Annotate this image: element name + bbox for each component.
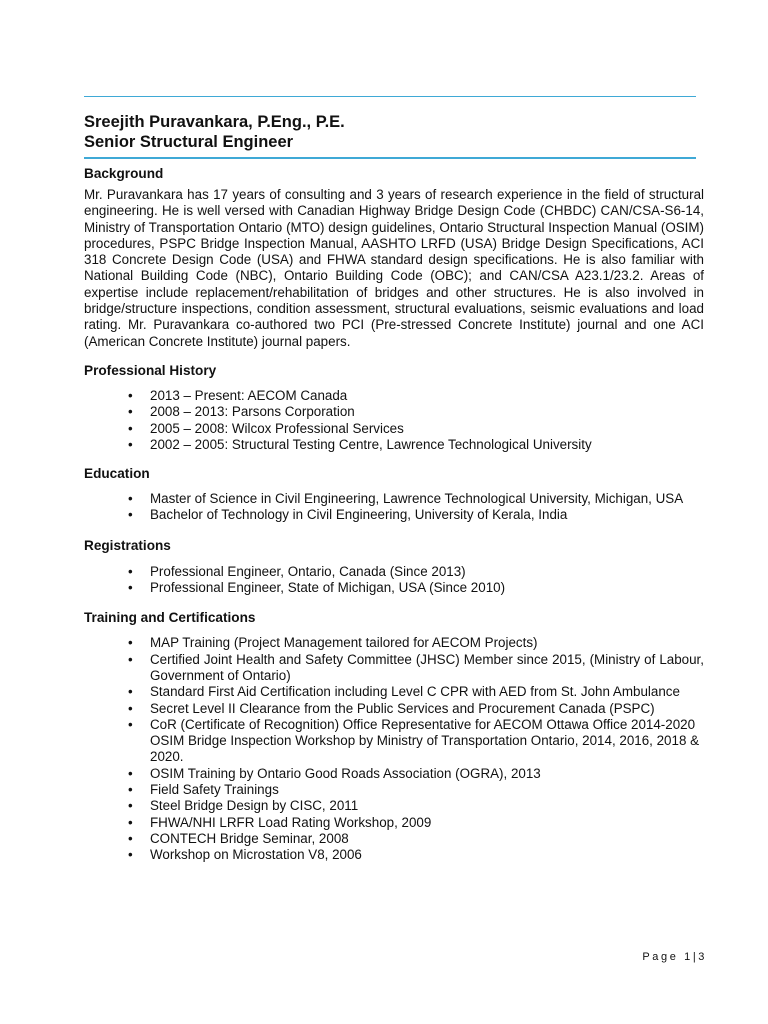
list-item: • Certified Joint Health and Safety Committee (JHSC) Member since 2015, (Ministry of Labour, Government of Ontario) [84, 652, 704, 685]
training-list [84, 635, 704, 863]
background-paragraph: Mr. Puravankara has 17 years of consulting and 3 years of research experience in the field of structural engineering. He is well versed with Canadian Highway Bridge Design Code (CHBDC) CAN/CSA-S6-14, Ministry of Transportation Ontario (MTO) design guidelines, Ontario Structural Inspection Manual (OSIM) procedures, PSPC Bridge Inspection Manual, AASHTO LRFD (USA) Bridge Design Specifications, ACI 318 Concrete Design Code (USA) and FHWA standard design specifications. He is also familiar with National Building Code (NBC), Ontario Building Code (OBC); and CAN/CSA A23.1/23.2. Areas of expertise include replacement/rehabilitation of bridges and other structures. He is also involved in bridge/structure inspections, condition assessment, structural evaluations, seismic evaluations and load rating. Mr. Puravankara co-authored two PCI (Pre-stressed Concrete Institute) journal and one ACI (American Concrete Institute) journal papers. [84, 187, 704, 349]
list-item: • Steel Bridge Design by CISC, 2011 [84, 798, 704, 814]
list-item: • CoR (Certificate of Recognition) Office Representative for AECOM Ottawa Office 2014-2020 OSIM Bridge Inspection Workshop by Ministry of Transportation Ontario, 2014, 2016, 2018 & 2020. [84, 717, 704, 766]
background-section [84, 166, 704, 350]
background-heading: Background [84, 166, 164, 181]
list-item: • 2002 – 2005: Structural Testing Centre, Lawrence Technological University [84, 437, 704, 453]
education-section [84, 466, 704, 524]
resume-body [84, 166, 704, 864]
list-item: • 2013 – Present: AECOM Canada [84, 388, 704, 404]
professional-history-heading: Professional History [84, 362, 217, 378]
header-top-rule [84, 96, 696, 97]
list-item: • Workshop on Microstation V8, 2006 [84, 847, 704, 863]
registrations-heading: Registrations [84, 537, 171, 553]
list-item: • Secret Level II Clearance from the Public Services and Procurement Canada (PSPC) [84, 701, 704, 717]
list-item: • 2005 – 2008: Wilcox Professional Services [84, 421, 704, 437]
list-item: • 2008 – 2013: Parsons Corporation [84, 404, 704, 420]
registrations-list [84, 564, 704, 597]
page-number: Page 1|3 [642, 951, 707, 963]
list-item: • Field Safety Trainings [84, 782, 704, 798]
training-section [84, 610, 704, 863]
person-name: Sreejith Puravankara, P.Eng., P.E. [84, 113, 345, 131]
header-bottom-rule [84, 157, 696, 159]
osim-workshop-line: OSIM Bridge Inspection Workshop by Ministry of Transportation Ontario, 2014, 2016, 2018 & 2020. [150, 733, 700, 765]
professional-history-section [84, 363, 704, 453]
registrations-section [84, 538, 704, 597]
list-item: • Standard First Aid Certification including Level C CPR with AED from St. John Ambulance [84, 684, 704, 700]
list-item: • MAP Training (Project Management tailored for AECOM Projects) [84, 635, 704, 651]
list-item: • OSIM Training by Ontario Good Roads Association (OGRA), 2013 [84, 766, 704, 782]
list-item: • Professional Engineer, State of Michigan, USA (Since 2010) [84, 580, 704, 596]
professional-history-list [84, 388, 704, 453]
list-item: • Bachelor of Technology in Civil Engineering, University of Kerala, India [84, 507, 704, 523]
list-item: • Master of Science in Civil Engineering, Lawrence Technological University, Michigan, USA [84, 491, 704, 507]
list-item: • Professional Engineer, Ontario, Canada (Since 2013) [84, 564, 704, 580]
education-heading: Education [84, 466, 150, 482]
training-heading: Training and Certifications [84, 610, 256, 626]
job-title: Senior Structural Engineer [84, 133, 294, 151]
education-list [84, 491, 704, 524]
list-item: • CONTECH Bridge Seminar, 2008 [84, 831, 704, 847]
list-item: • FHWA/NHI LRFR Load Rating Workshop, 2009 [84, 815, 704, 831]
